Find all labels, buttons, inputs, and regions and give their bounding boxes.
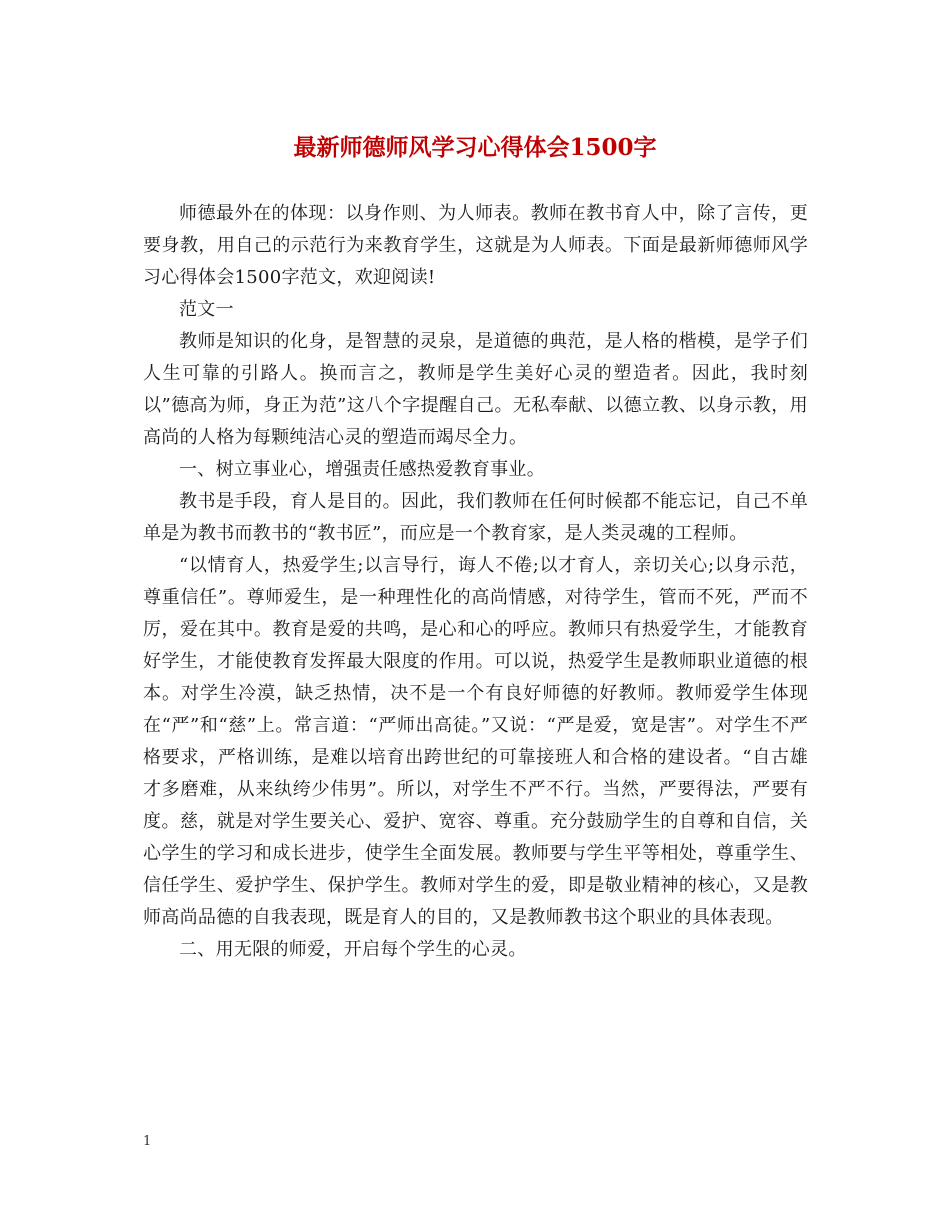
page-number: 1 [143, 1134, 152, 1149]
body-paragraph: 教师是知识的化身，是智慧的灵泉，是道德的典范，是人格的楷模，是学子们人生可靠的引路人。换而言之，教师是学生美好心灵的塑造者。因此，我时刻以”德高为师，身正为范”这八个字提醒自己。无私奉献、以德立教、以身示教，用高尚的人格为每颗纯洁心灵的塑造而竭尽全力。 [143, 331, 808, 448]
section-heading: 二、用无限的师爱，开启每个学生的心灵。 [179, 939, 527, 960]
document-title: 最新师德师风学习心得体会1500字 [293, 134, 657, 161]
section-label: 范文一 [179, 299, 234, 320]
body-paragraph: 教书是手段，育人是目的。因此，我们教师在任何时候都不能忘记，自己不单单是为教书而教书的“教书匠”，而应是一个教育家，是人类灵魂的工程师。 [143, 491, 808, 544]
intro-paragraph: 师德最外在的体现：以身作则、为人师表。教师在教书育人中，除了言传，更要身教，用自己的示范行为来教育学生，这就是为人师表。下面是最新师德师风学习心得体会1500字范文，欢迎阅读! [143, 203, 808, 288]
body-paragraph: “以情育人，热爱学生;以言导行，诲人不倦;以才育人，亲切关心;以身示范，尊重信任”。尊师爱生，是一种理性化的高尚情感，对待学生，管而不死，严而不厉，爱在其中。教育是爱的共鸣，是心和心的呼应。教师只有热爱学生，才能教育好学生，才能使教育发挥最大限度的作用。可以说，热爱学生是教师职业道德的根本。对学生冷漠，缺乏热情，决不是一个有良好师德的好教师。教师爱学生体现在“严”和“慈”上。常言道：“严师出高徒。”又说：“严是爱，宽是害”。对学生不严格要求，严格训练，是难以培育出跨世纪的可靠接班人和合格的建设者。“自古雄才多磨难，从来纨绔少伟男”。所以，对学生不严不行。当然，严要得法，严要有度。慈，就是对学生要关心、爱护、宽容、尊重。充分鼓励学生的自尊和自信，关心学生的学习和成长进步，使学生全面发展。教师要与学生平等相处，尊重学生、信任学生、爱护学生、保护学生。教师对学生的爱，即是敬业精神的核心，又是教师高尚品德的自我表现，既是育人的目的，又是教师教书这个职业的具体表现。 [143, 555, 808, 928]
document-body [143, 198, 808, 966]
section-heading: 一、树立事业心，增强责任感热爱教育事业。 [179, 459, 545, 480]
